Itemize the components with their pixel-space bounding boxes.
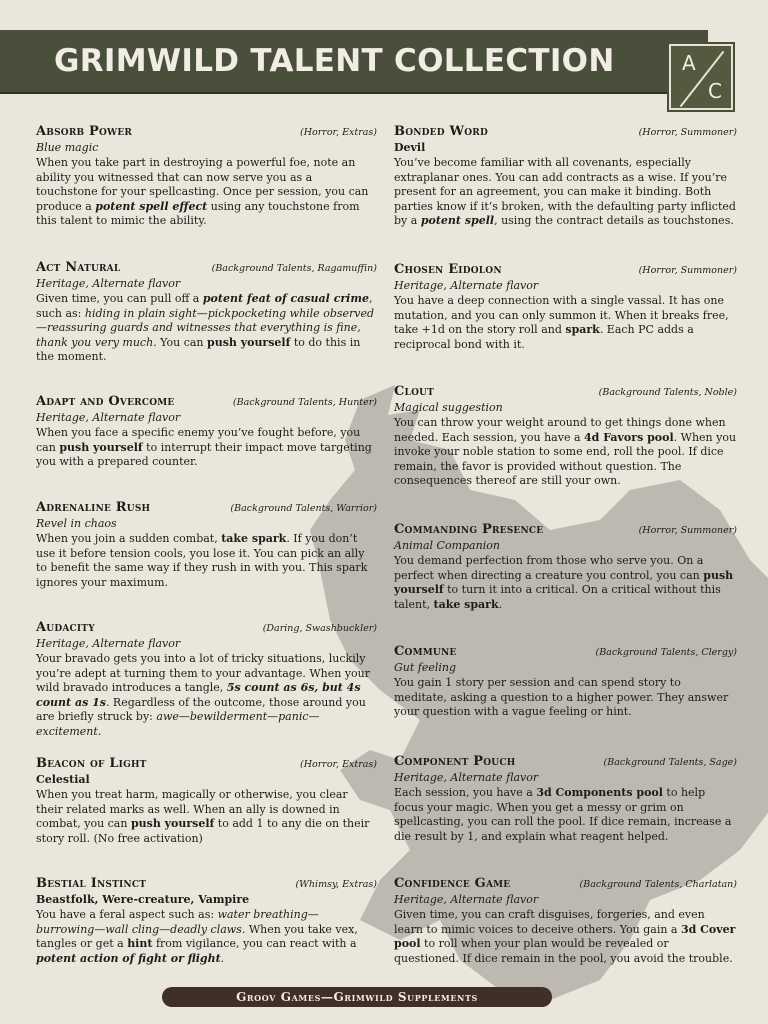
talent-body bbox=[394, 294, 737, 352]
emphasis-text: push yourself bbox=[130, 817, 215, 831]
body-text: . Each PC adds a reciprocal bond with it. bbox=[394, 323, 694, 351]
talent-subtitle: Revel in chaos bbox=[36, 517, 117, 530]
emphasis-text: spark bbox=[565, 323, 600, 337]
emphasis-text: potent spell effect bbox=[95, 199, 208, 213]
talent-commanding-presence bbox=[394, 522, 737, 612]
body-text: from vigilance, you can react with a bbox=[152, 937, 357, 951]
talent-subtitle: Gut feeling bbox=[394, 661, 457, 674]
talent-subtitle: Heritage, Alternate flavor bbox=[394, 771, 539, 784]
talent-subtitle: Animal Companion bbox=[394, 539, 500, 552]
talent-source: (Horror, Summoner) bbox=[638, 525, 737, 536]
talent-body bbox=[394, 786, 737, 844]
talent-clout bbox=[394, 384, 737, 489]
talent-chosen-eidolon bbox=[394, 262, 737, 352]
talent-beacon-of-light bbox=[36, 756, 377, 846]
body-text: When you face a specific enemy you’ve fought before, you can bbox=[36, 426, 361, 454]
footer-text: Groov Games—Grimwild Supplements bbox=[236, 990, 478, 1004]
talent-confidence-game bbox=[394, 876, 737, 966]
talent-body bbox=[394, 908, 737, 966]
talent-subtitle: Magical suggestion bbox=[394, 401, 503, 414]
talent-name: Beacon of Light bbox=[36, 756, 147, 771]
talent-body bbox=[36, 908, 377, 966]
body-text: Your bravado gets you into a lot of tricky situations, luckily you’re adept at turning them to your advantage. When your wild bravado introduces a tangle, bbox=[36, 652, 371, 695]
talent-subtitle: Celestial bbox=[36, 773, 90, 786]
talent-component-pouch bbox=[394, 754, 737, 844]
emphasis-text: awe—bewilderment—panic—excitement bbox=[36, 710, 320, 738]
emphasis-text: push yourself bbox=[207, 335, 291, 349]
emphasis-text: hint bbox=[127, 937, 153, 951]
talent-subtitle: Heritage, Alternate flavor bbox=[394, 279, 539, 292]
talent-audacity bbox=[36, 620, 377, 740]
talent-source: (Background Talents, Clergy) bbox=[595, 647, 737, 658]
body-text: to do this in the moment. bbox=[36, 335, 361, 364]
talent-name: Act Natural bbox=[36, 260, 121, 275]
talent-source: (Background Talents, Ragamuffin) bbox=[211, 263, 377, 274]
footer-banner bbox=[162, 987, 552, 1007]
body-text: . bbox=[498, 597, 503, 611]
talent-subtitle: Heritage, Alternate flavor bbox=[36, 637, 181, 650]
talent-subtitle: Heritage, Alternate flavor bbox=[394, 893, 539, 906]
body-text: to roll when your plan would be revealed or questioned. If dice remain in the pool, you avoid the trouble. bbox=[394, 937, 733, 965]
talent-subtitle: Heritage, Alternate flavor bbox=[36, 277, 181, 290]
talent-name: Confidence Game bbox=[394, 876, 511, 891]
talent-body bbox=[36, 426, 377, 470]
body-text: When you join a sudden combat, bbox=[36, 532, 222, 545]
talent-name: Bestial Instinct bbox=[36, 876, 147, 891]
talent-name: Chosen Eidolon bbox=[394, 262, 502, 277]
body-text: When you take part in destroying a powerful foe, note an ability you witnessed that can now serve you as a touchstone for your spellcasting. Once per session, you can produce a bbox=[36, 156, 369, 213]
title-banner bbox=[0, 30, 708, 92]
talent-source: (Horror, Extras) bbox=[300, 127, 377, 138]
talent-name: Clout bbox=[394, 384, 435, 399]
talent-subtitle: Devil bbox=[394, 141, 426, 154]
body-text: Each session, you have a bbox=[394, 786, 537, 799]
ac-logo bbox=[669, 44, 733, 110]
body-text: to help focus your magic. When you get a messy or grim on spellcasting, you can roll the pool. If dice remain, increase a die result by 1, and explain what reagent helped. bbox=[394, 786, 732, 843]
body-text: . bbox=[220, 951, 225, 965]
talent-absorb-power bbox=[36, 124, 377, 229]
body-text: using any touchstone from this talent to mimic the ability. bbox=[36, 199, 360, 228]
talent-name: Commanding Presence bbox=[394, 522, 544, 537]
page-title: GRIMWILD TALENT COLLECTION bbox=[54, 43, 615, 79]
talent-name: Bonded Word bbox=[394, 124, 488, 139]
emphasis-text: 4d Favors pool bbox=[584, 430, 674, 444]
talent-source: (Horror, Summoner) bbox=[638, 265, 737, 276]
talent-source: (Background Talents, Noble) bbox=[598, 387, 737, 398]
talent-name: Audacity bbox=[36, 620, 95, 635]
talent-source: (Background Talents, Warrior) bbox=[230, 503, 377, 514]
ac-logo-letter-a: A bbox=[682, 51, 696, 75]
talent-act-natural bbox=[36, 260, 377, 365]
emphasis-text: take spark bbox=[221, 532, 287, 545]
talent-name: Commune bbox=[394, 644, 457, 659]
talent-subtitle: Heritage, Alternate flavor bbox=[36, 411, 181, 424]
body-text: to add 1 to any die on their story roll. (No free activation) bbox=[36, 817, 370, 845]
talent-commune bbox=[394, 644, 737, 720]
body-text: to interrupt their impact move targeting you with a prepared counter. bbox=[36, 440, 372, 469]
talent-name: Component Pouch bbox=[394, 754, 516, 769]
talent-body bbox=[394, 676, 737, 720]
body-text: , such as: bbox=[36, 292, 373, 320]
talent-source: (Daring, Swashbuckler) bbox=[262, 623, 377, 634]
emphasis-text: 3d Cover pool bbox=[394, 922, 736, 951]
talent-body bbox=[394, 554, 737, 612]
emphasis-text: take spark bbox=[433, 597, 499, 611]
talent-source: (Horror, Extras) bbox=[300, 759, 377, 770]
emphasis-text: potent feat of casual crime bbox=[202, 292, 370, 305]
talent-bestial-instinct bbox=[36, 876, 377, 966]
body-text: You demand perfection from those who serve you. On a perfect when directing a creature you control, you can bbox=[394, 554, 704, 582]
talent-adapt-and-overcome bbox=[36, 394, 377, 470]
talent-body bbox=[36, 652, 377, 740]
talent-source: (Background Talents, Hunter) bbox=[232, 397, 377, 408]
body-text: When you treat harm, magically or otherwise, you clear their related marks as well. When an ally is downed in combat, you can bbox=[36, 788, 348, 831]
emphasis-text: potent action of fight or flight bbox=[36, 951, 221, 965]
talent-subtitle: Blue magic bbox=[36, 141, 99, 154]
talent-subtitle: Beastfolk, Were-creature, Vampire bbox=[36, 893, 250, 906]
emphasis-text: push yourself bbox=[59, 440, 143, 454]
talent-source: (Whimsy, Extras) bbox=[295, 879, 377, 890]
body-text: Given time, you can craft disguises, forgeries, and even learn to mimic voices to deceive others. You gain a bbox=[394, 908, 705, 936]
body-text: . If you don’t use it before tension cools, you lose it. You can pick an ally to benefit the same way if they rush in with you. This spark ignores your maximum. bbox=[36, 532, 368, 589]
talent-body bbox=[36, 156, 377, 229]
body-text: , using the contract details as touchstones. bbox=[494, 214, 734, 228]
body-text: . bbox=[97, 724, 102, 738]
body-text: You’ve become familiar with all covenants, especially extraplanar ones. You can add contracts as a wise. If you’re present for an agreement, you can make it binding. Both parties know if it’s broken, with the defaulting party inflicted by a bbox=[394, 156, 736, 228]
emphasis-text: 5s count as 6s, but 4s count as 1s bbox=[36, 681, 361, 709]
talent-name: Absorb Power bbox=[36, 124, 133, 139]
talent-bonded-word bbox=[394, 124, 737, 229]
talent-name: Adrenaline Rush bbox=[36, 500, 151, 515]
talent-source: (Background Talents, Charlatan) bbox=[579, 879, 737, 890]
body-text: You have a deep connection with a single vassal. It has one mutation, and you can only summon it. When it breaks free, take +1d on the story roll and bbox=[394, 294, 729, 337]
talent-source: (Horror, Summoner) bbox=[638, 127, 737, 138]
talent-body bbox=[36, 292, 377, 365]
body-text: . When you invoke your noble station to some end, roll the pool. If dice remain, the favor is provided without question. The consequences thereof are still your own. bbox=[394, 430, 737, 488]
emphasis-text: push yourself bbox=[394, 568, 734, 597]
emphasis-text: hiding in plain sight—pickpocketing while observed—reassuring guards and witnesses that everything is fine, thank you very much. bbox=[36, 306, 375, 349]
emphasis-text: potent spell bbox=[420, 214, 495, 228]
body-text: to turn it into a critical. On a critical without this talent, bbox=[394, 583, 721, 611]
body-text: . When you take vex, tangles or get a bbox=[36, 922, 358, 951]
emphasis-text: water breathing—burrowing—wall cling—deadly claws bbox=[36, 908, 319, 936]
talent-body bbox=[394, 156, 737, 229]
talent-body bbox=[394, 416, 737, 489]
talent-source: (Background Talents, Sage) bbox=[603, 757, 737, 768]
body-text: . Regardless of the outcome, those around you are briefly struck by: bbox=[36, 695, 366, 724]
body-text: You can bbox=[156, 335, 207, 349]
body-text: You can throw your weight around to get things done when needed. Each session, you have a bbox=[394, 416, 726, 444]
body-text: You have a feral aspect such as: bbox=[36, 908, 218, 921]
ac-logo-letter-c: C bbox=[708, 79, 722, 103]
body-text: Given time, you can pull off a bbox=[36, 292, 203, 305]
talent-name: Adapt and Overcome bbox=[36, 394, 175, 409]
body-text: You gain 1 story per session and can spend story to meditate, asking a question to a higher power. They answer your question with a vague feeling or hint. bbox=[394, 676, 729, 719]
emphasis-text: 3d Components pool bbox=[536, 786, 663, 799]
talent-adrenaline-rush bbox=[36, 500, 377, 590]
talent-body bbox=[36, 788, 377, 846]
talent-body bbox=[36, 532, 377, 590]
